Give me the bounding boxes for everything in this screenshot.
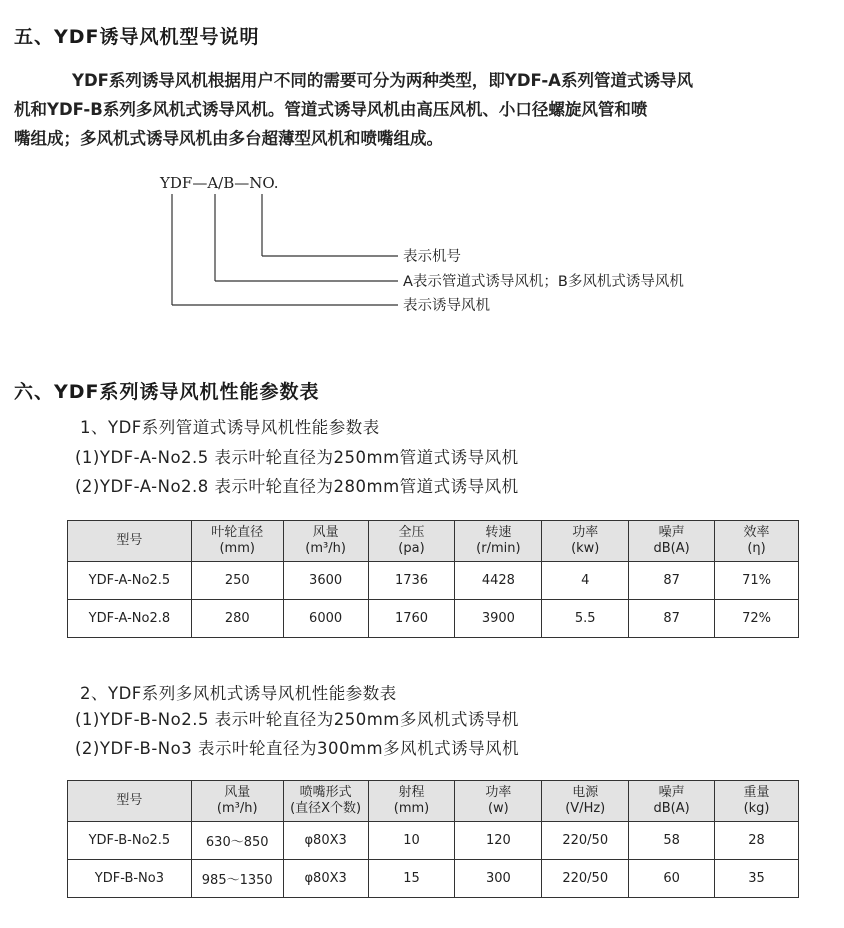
cell-total-pressure: 1760 xyxy=(368,600,455,638)
cell-speed: 3900 xyxy=(455,600,542,638)
model-code-diagram xyxy=(0,0,844,330)
label-type: A表示管道式诱导风机；B多风机式诱导风机 xyxy=(403,274,684,290)
cell-power: 5.5 xyxy=(542,600,629,638)
header-power: 功率 (w) xyxy=(455,781,542,822)
header-power: 功率 (kw) xyxy=(542,521,629,562)
cell-air-volume: 630～850 xyxy=(191,822,283,860)
header-air-volume: 风量 (m³/h) xyxy=(191,781,283,822)
section-5-paragraph xyxy=(14,66,829,153)
cell-power-supply: 220/50 xyxy=(542,822,629,860)
cell-efficiency: 71% xyxy=(715,562,799,600)
table-2-note-1: (1)YDF-B-No2.5 表示叶轮直径为250mm多风机式诱导机 xyxy=(75,710,519,729)
cell-air-volume: 985～1350 xyxy=(191,860,283,898)
label-induction-fan: 表示诱导风机 xyxy=(403,298,490,314)
section-5-title: 五、YDF诱导风机型号说明 xyxy=(14,26,260,48)
table-1-heading: 1、YDF系列管道式诱导风机性能参数表 xyxy=(80,418,380,437)
cell-noise: 87 xyxy=(629,562,715,600)
cell-efficiency: 72% xyxy=(715,600,799,638)
ydf-b-performance-table xyxy=(67,780,799,898)
cell-impeller-diameter: 280 xyxy=(191,600,283,638)
table-1-note-1: (1)YDF-A-No2.5 表示叶轮直径为250mm管道式诱导风机 xyxy=(75,448,519,467)
header-noise: 噪声 dB(A) xyxy=(629,781,715,822)
cell-air-volume: 3600 xyxy=(283,562,368,600)
header-total-pressure: 全压 (pa) xyxy=(368,521,455,562)
cell-power-supply: 220/50 xyxy=(542,860,629,898)
table-row xyxy=(68,562,799,600)
cell-model: YDF-B-No2.5 xyxy=(68,822,192,860)
cell-power: 120 xyxy=(455,822,542,860)
cell-power: 300 xyxy=(455,860,542,898)
cell-noise: 58 xyxy=(629,822,715,860)
cell-speed: 4428 xyxy=(455,562,542,600)
table-1-note-2: (2)YDF-A-No2.8 表示叶轮直径为280mm管道式诱导风机 xyxy=(75,477,519,496)
header-weight: 重量 (kg) xyxy=(715,781,799,822)
header-power-supply: 电源 (V/Hz) xyxy=(542,781,629,822)
paragraph-line-2: 机和YDF-B系列多风机式诱导风机。管道式诱导风机由高压风机、小口径螺旋风管和喷 xyxy=(14,100,648,119)
paragraph-line-1: YDF系列诱导风机根据用户不同的需要可分为两种类型，即YDF-A系列管道式诱导风 xyxy=(72,71,693,90)
header-efficiency: 效率 (η) xyxy=(715,521,799,562)
cell-model: YDF-B-No3 xyxy=(68,860,192,898)
cell-nozzle-type: φ80X3 xyxy=(283,860,368,898)
table-row xyxy=(68,600,799,638)
table-2-note-2: (2)YDF-B-No3 表示叶轮直径为300mm多风机式诱导风机 xyxy=(75,739,520,758)
cell-total-pressure: 1736 xyxy=(368,562,455,600)
label-machine-number: 表示机号 xyxy=(403,249,461,265)
table-2-heading: 2、YDF系列多风机式诱导风机性能参数表 xyxy=(80,684,397,703)
diagram-lines xyxy=(0,0,844,330)
table-row xyxy=(68,860,799,898)
cell-range: 15 xyxy=(368,860,455,898)
cell-noise: 60 xyxy=(629,860,715,898)
header-speed: 转速 (r/min) xyxy=(455,521,542,562)
ydf-a-performance-table xyxy=(67,520,799,638)
cell-nozzle-type: φ80X3 xyxy=(283,822,368,860)
header-model: 型号 xyxy=(68,781,192,822)
header-model: 型号 xyxy=(68,521,192,562)
cell-model: YDF-A-No2.8 xyxy=(68,600,192,638)
cell-model: YDF-A-No2.5 xyxy=(68,562,192,600)
cell-noise: 87 xyxy=(629,600,715,638)
table-header-row xyxy=(68,521,799,562)
table-header-row xyxy=(68,781,799,822)
header-nozzle-type: 喷嘴形式 (直径X个数) xyxy=(283,781,368,822)
cell-weight: 28 xyxy=(715,822,799,860)
header-impeller-diameter: 叶轮直径 (mm) xyxy=(191,521,283,562)
cell-range: 10 xyxy=(368,822,455,860)
header-noise: 噪声 dB(A) xyxy=(629,521,715,562)
table-row xyxy=(68,822,799,860)
cell-air-volume: 6000 xyxy=(283,600,368,638)
cell-weight: 35 xyxy=(715,860,799,898)
header-air-volume: 风量 (m³/h) xyxy=(283,521,368,562)
header-range: 射程 (mm) xyxy=(368,781,455,822)
cell-power: 4 xyxy=(542,562,629,600)
cell-impeller-diameter: 250 xyxy=(191,562,283,600)
paragraph-line-3: 嘴组成；多风机式诱导风机由多台超薄型风机和喷嘴组成。 xyxy=(14,129,443,148)
section-6-title: 六、YDF系列诱导风机性能参数表 xyxy=(14,381,320,403)
model-code: YDF—A/B—NO. xyxy=(160,174,279,192)
